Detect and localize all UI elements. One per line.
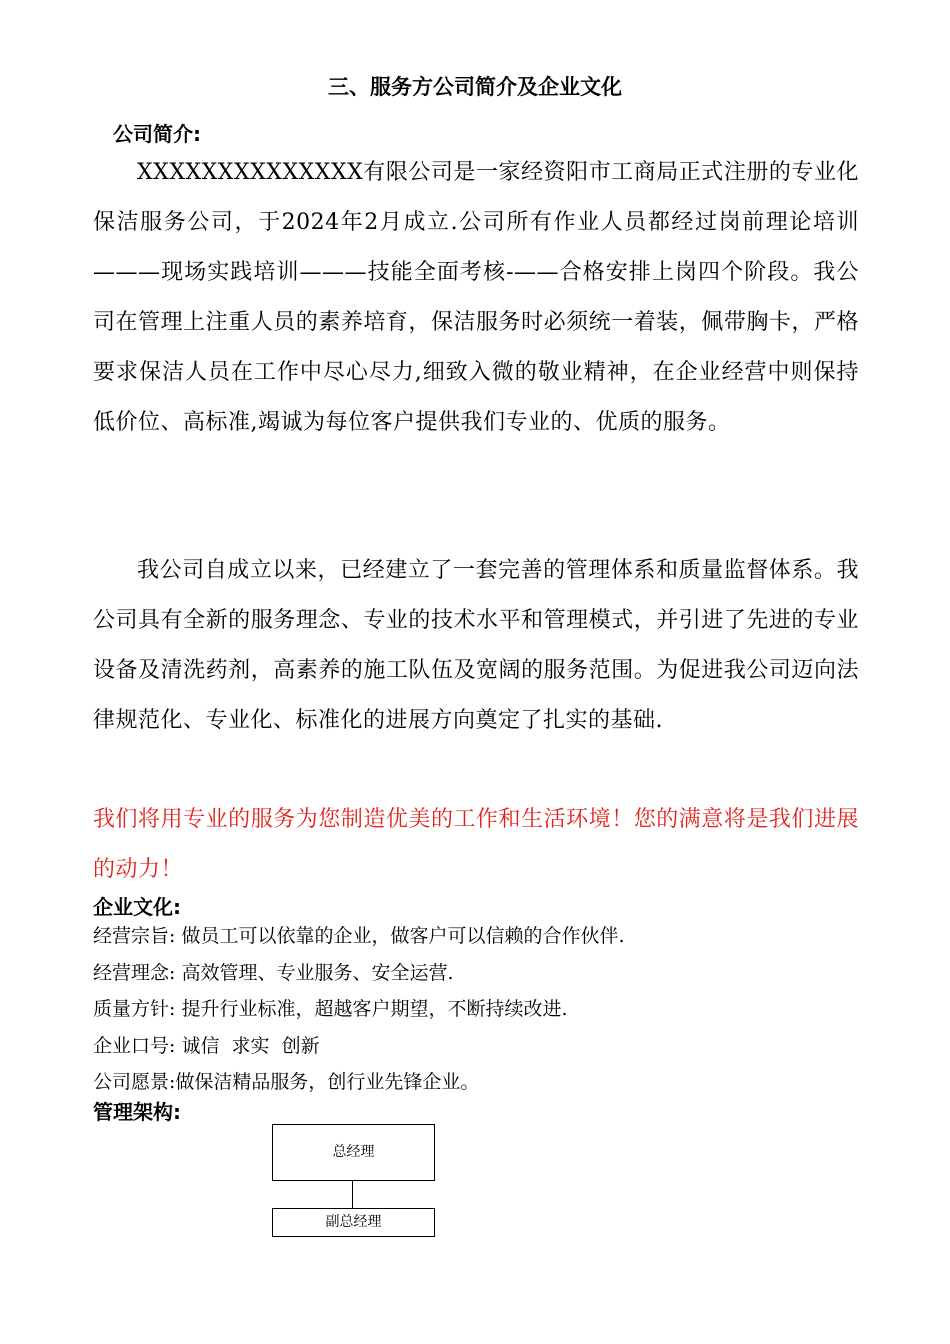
culture-item-quality-policy xyxy=(93,991,873,1028)
intro-heading: 公司简介: xyxy=(113,122,201,146)
culture-item-label: 经营宗旨: xyxy=(93,925,176,947)
culture-item-vision xyxy=(93,1064,873,1101)
culture-item-label: 经营理念: xyxy=(93,961,176,984)
org-connector-line xyxy=(352,1180,353,1208)
management-heading: 管理架构: xyxy=(93,1100,181,1124)
culture-heading: 企业文化: xyxy=(93,895,181,919)
org-chart xyxy=(272,1124,435,1238)
culture-item-text: 提升行业标准，超越客户期望，不断持续改进. xyxy=(181,998,568,1020)
culture-list xyxy=(93,918,873,1101)
intro-paragraph-2: 我公司自成立以来，已经建立了一套完善的管理体系和质量监督体系。我公司具有全新的服务理念、专业的技术水平和管理模式，并引进了先进的专业设备及清洗药剂，高素养的施工队伍及宽阔的服务范围。为促进我公司迈向法律规范化、专业化、标准化的进展方向奠定了扎实的基础. xyxy=(93,558,859,733)
culture-item-text: 做员工可以依靠的企业，做客户可以信赖的合作伙伴. xyxy=(181,925,625,947)
intro-paragraph-1: XXXXXXXXXXXXXX有限公司是一家经资阳市工商局正式注册的专业化保洁服务公司，于2024年2月成立.公司所有作业人员都经过岗前理论培训———现场实践培训———技能全面考核-——合格安排上岗四个阶段。我公司在管理上注重人员的素养培育，保洁服务时必须统一着装，佩带胸卡，严格要求保洁人员在工作中尽心尽力,细致入微的敬业精神，在企业经营中则保持低价位、高标准,竭诚为每位客户提供我们专业的、优质的服务。 xyxy=(93,160,859,435)
culture-item-label: 企业口号: xyxy=(93,1034,176,1057)
org-node-deputy-general-manager: 副总经理 xyxy=(272,1208,435,1237)
culture-item-text: 做保洁精品服务，创行业先锋企业。 xyxy=(175,1071,480,1093)
culture-item-text: 高效管理、专业服务、安全运营. xyxy=(181,961,454,984)
culture-item-mission xyxy=(93,918,873,955)
culture-item-text: 诚信 求实 创新 xyxy=(181,1034,320,1057)
section-title: 三、服务方公司简介及企业文化 xyxy=(328,75,622,99)
culture-item-philosophy xyxy=(93,955,873,992)
culture-item-label: 质量方针: xyxy=(93,998,176,1020)
culture-item-label: 公司愿景: xyxy=(93,1071,176,1093)
culture-item-slogan xyxy=(93,1028,873,1065)
slogan-text: 我们将用专业的服务为您制造优美的工作和生活环境！您的满意将是我们进展的动力！ xyxy=(93,807,859,882)
org-node-general-manager: 总经理 xyxy=(272,1124,435,1181)
